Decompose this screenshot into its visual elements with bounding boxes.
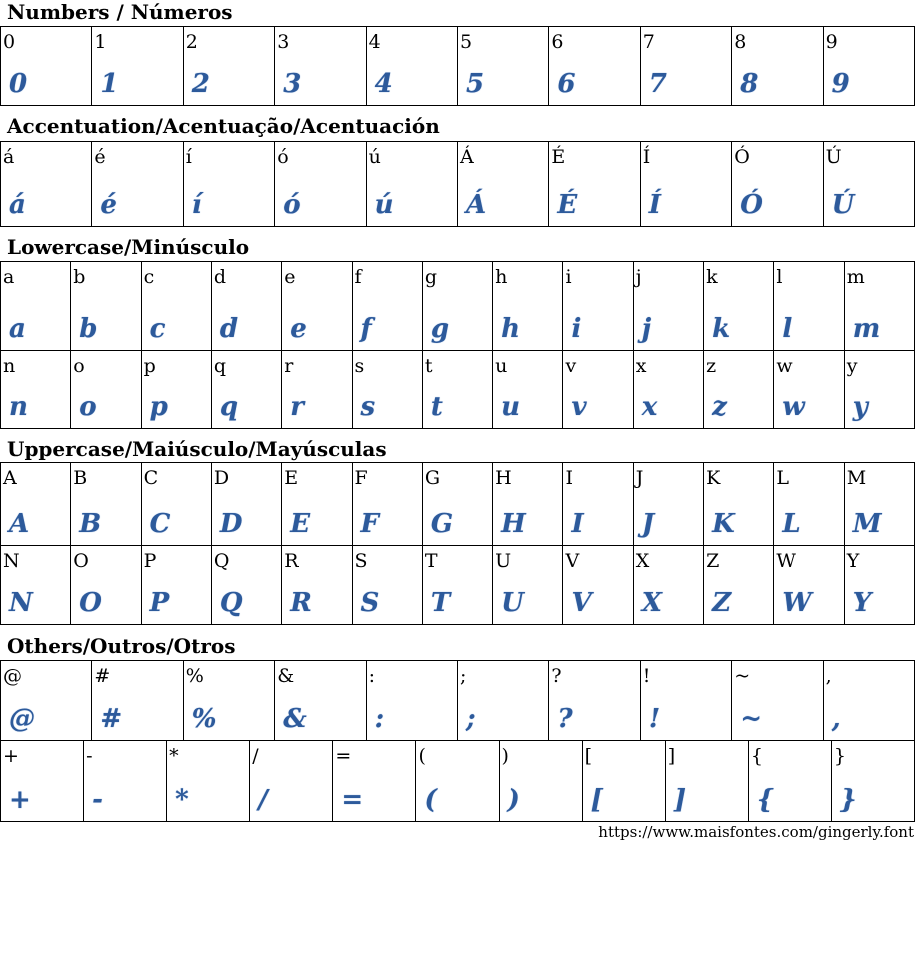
glyph-cell — [282, 351, 352, 429]
glyph-label: 2 — [185, 31, 198, 53]
glyph-label: C — [143, 467, 159, 489]
glyph-sample: P — [149, 588, 170, 618]
glyph-sample: } — [839, 785, 857, 815]
glyph-label: 1 — [94, 31, 107, 53]
glyph-label: v — [565, 355, 577, 377]
glyph-sample: Í — [648, 190, 661, 220]
glyph-cell — [563, 351, 633, 429]
glyph-sample: 3 — [283, 69, 302, 99]
glyph-label: { — [750, 745, 763, 767]
glyph-cell — [732, 142, 823, 227]
glyph-label: f — [354, 266, 362, 288]
glyph-label: : — [368, 665, 375, 687]
glyph-sample: u — [501, 392, 521, 422]
glyph-sample: J — [641, 509, 655, 539]
glyph-sample: = — [341, 785, 364, 815]
glyph-cell — [212, 463, 282, 546]
glyph-sample: é — [100, 190, 117, 220]
glyph-label: e — [284, 266, 296, 288]
glyph-cell — [367, 661, 458, 741]
glyph-cell — [549, 661, 640, 741]
glyph-sample: ú — [374, 190, 394, 220]
glyph-sample: 0 — [9, 69, 28, 99]
glyph-sample: 1 — [100, 69, 119, 99]
glyph-sample: X — [641, 588, 662, 618]
lowercase-grid — [0, 261, 915, 429]
glyph-label: q — [213, 355, 227, 377]
glyph-sample: N — [9, 588, 33, 618]
glyph-label: I — [565, 467, 573, 489]
glyph-cell — [423, 546, 493, 625]
glyph-sample: H — [501, 509, 526, 539]
glyph-cell — [845, 463, 915, 546]
glyph-sample: Ú — [831, 190, 855, 220]
glyph-sample: h — [501, 314, 521, 344]
glyph-label: ú — [368, 146, 381, 168]
glyph-label: Q — [213, 550, 230, 572]
glyph-sample: É — [557, 190, 578, 220]
glyph-cell — [1, 351, 71, 429]
glyph-sample: A — [9, 509, 30, 539]
glyph-sample: z — [712, 392, 727, 422]
glyph-label: T — [424, 550, 438, 572]
glyph-sample: { — [756, 785, 774, 815]
glyph-label: F — [354, 467, 368, 489]
glyph-label: S — [354, 550, 368, 572]
glyph-cell — [282, 546, 352, 625]
glyph-label: p — [143, 355, 156, 377]
glyph-cell — [1, 463, 71, 546]
glyph-cell — [634, 262, 704, 351]
glyph-sample: 4 — [374, 69, 393, 99]
glyph-cell — [458, 27, 549, 106]
glyph-sample: ( — [424, 785, 437, 815]
glyph-sample: 7 — [648, 69, 667, 99]
glyph-sample: # — [100, 704, 123, 734]
glyph-label: s — [354, 355, 365, 377]
glyph-sample: ; — [466, 704, 476, 734]
glyph-cell — [1, 661, 92, 741]
glyph-label: D — [213, 467, 230, 489]
glyph-cell — [212, 351, 282, 429]
glyph-cell — [367, 142, 458, 227]
glyph-label: [ — [584, 745, 593, 767]
glyph-sample: a — [9, 314, 26, 344]
glyph-label: ó — [277, 146, 289, 168]
uppercase-grid — [0, 462, 915, 625]
glyph-label: Y — [846, 550, 860, 572]
glyph-label: , — [825, 665, 832, 687]
glyph-cell — [704, 351, 774, 429]
glyph-label: H — [495, 467, 512, 489]
glyph-cell — [184, 661, 275, 741]
glyph-sample: % — [191, 704, 217, 734]
glyph-cell — [549, 27, 640, 106]
glyph-sample: x — [641, 392, 658, 422]
glyph-sample: - — [92, 785, 103, 815]
glyph-label: Í — [642, 146, 651, 168]
glyph-sample: ó — [283, 190, 301, 220]
glyph-sample: * — [175, 785, 189, 815]
glyph-label: w — [776, 355, 793, 377]
glyph-sample: ! — [648, 704, 661, 734]
glyph-label: @ — [3, 665, 22, 687]
glyph-sample: á — [9, 190, 26, 220]
glyph-label: m — [846, 266, 865, 288]
glyph-sample: B — [79, 509, 102, 539]
glyph-sample: + — [9, 785, 31, 815]
glyph-label: z — [706, 355, 717, 377]
glyph-cell — [634, 546, 704, 625]
glyph-sample: 5 — [466, 69, 485, 99]
glyph-cell — [423, 463, 493, 546]
glyph-cell — [774, 351, 844, 429]
glyph-label: K — [706, 467, 721, 489]
glyph-cell — [493, 463, 563, 546]
glyph-cell — [832, 741, 915, 822]
glyph-cell — [275, 661, 366, 741]
lowercase-title: Lowercase/Minúsculo — [7, 235, 250, 259]
glyph-sample: m — [852, 314, 881, 344]
glyph-cell — [353, 262, 423, 351]
glyph-sample: k — [712, 314, 731, 344]
glyph-sample: r — [290, 392, 304, 422]
glyph-sample: í — [191, 190, 202, 220]
glyph-cell — [367, 27, 458, 106]
glyph-cell — [275, 27, 366, 106]
glyph-label: * — [169, 745, 179, 767]
glyph-label: g — [424, 266, 438, 288]
glyph-sample: Z — [712, 588, 732, 618]
glyph-sample: L — [782, 509, 801, 539]
glyph-sample: 6 — [557, 69, 576, 99]
glyph-cell — [353, 351, 423, 429]
glyph-label: A — [3, 467, 17, 489]
glyph-sample: [ — [590, 785, 603, 815]
glyph-sample: t — [430, 392, 443, 422]
glyph-cell — [500, 741, 583, 822]
glyph-sample: Á — [466, 190, 487, 220]
glyph-sample: ? — [557, 704, 573, 734]
glyph-label: Z — [706, 550, 720, 572]
glyph-label: r — [284, 355, 294, 377]
glyph-label: 3 — [277, 31, 290, 53]
glyph-sample: b — [79, 314, 98, 344]
glyph-label: + — [3, 745, 19, 767]
glyph-label: j — [635, 266, 642, 288]
glyph-cell — [212, 546, 282, 625]
glyph-sample: S — [360, 588, 380, 618]
glyph-sample: y — [852, 392, 868, 422]
glyph-cell — [142, 262, 212, 351]
glyph-cell — [666, 741, 749, 822]
glyph-cell — [142, 351, 212, 429]
glyph-cell — [1, 142, 92, 227]
glyph-label: c — [143, 266, 155, 288]
glyph-label: B — [73, 467, 88, 489]
glyph-cell — [634, 351, 704, 429]
glyph-label: a — [3, 266, 15, 288]
glyph-label: 8 — [734, 31, 747, 53]
glyph-label: é — [94, 146, 106, 168]
glyph-cell — [549, 142, 640, 227]
glyph-sample: M — [852, 509, 882, 539]
glyph-sample: w — [782, 392, 805, 422]
others-title: Others/Outros/Otros — [7, 634, 236, 658]
glyph-label: Á — [460, 146, 474, 168]
glyph-label: ~ — [734, 665, 751, 687]
glyph-label: = — [335, 745, 352, 767]
glyph-cell — [423, 351, 493, 429]
glyph-cell — [423, 262, 493, 351]
glyph-sample: / — [258, 785, 268, 815]
glyph-cell — [167, 741, 250, 822]
glyph-cell — [142, 546, 212, 625]
glyph-label: o — [73, 355, 85, 377]
glyph-cell — [184, 27, 275, 106]
glyph-label: 0 — [3, 31, 16, 53]
glyph-sample: G — [430, 509, 454, 539]
glyph-label: U — [495, 550, 512, 572]
glyph-label: Ó — [734, 146, 750, 168]
glyph-label: % — [185, 665, 204, 687]
glyph-cell — [250, 741, 333, 822]
glyph-sample: V — [571, 588, 592, 618]
others-grid-2 — [0, 740, 915, 822]
glyph-cell — [92, 142, 183, 227]
glyph-cell — [563, 546, 633, 625]
glyph-cell — [845, 351, 915, 429]
glyph-label: O — [73, 550, 89, 572]
glyph-label: É — [551, 146, 566, 168]
glyph-cell — [416, 741, 499, 822]
glyph-label: h — [495, 266, 508, 288]
glyph-label: N — [3, 550, 20, 572]
accents-grid — [0, 141, 915, 227]
glyph-label: 7 — [642, 31, 655, 53]
glyph-cell — [92, 27, 183, 106]
glyph-label: E — [284, 467, 299, 489]
glyph-label: } — [833, 745, 846, 767]
glyph-label: 4 — [368, 31, 381, 53]
glyph-sample: ~ — [740, 704, 762, 734]
glyph-cell — [493, 351, 563, 429]
glyph-label: ! — [642, 665, 651, 687]
glyph-sample: ] — [673, 785, 687, 815]
glyph-label: ] — [667, 745, 676, 767]
glyph-sample: v — [571, 392, 587, 422]
glyph-sample: K — [712, 509, 735, 539]
glyph-sample: T — [430, 588, 451, 618]
glyph-sample: F — [360, 509, 379, 539]
glyph-sample: l — [782, 314, 793, 344]
glyph-cell — [71, 262, 141, 351]
glyph-label: y — [846, 355, 858, 377]
glyph-label: t — [424, 355, 433, 377]
glyph-cell — [845, 262, 915, 351]
glyph-cell — [749, 741, 832, 822]
glyph-sample: ) — [507, 785, 520, 815]
glyph-cell — [92, 661, 183, 741]
glyph-sample: 9 — [831, 69, 850, 99]
uppercase-title: Uppercase/Maiúsculo/Mayúsculas — [7, 437, 387, 461]
glyph-cell — [353, 463, 423, 546]
glyph-label: í — [185, 146, 192, 168]
glyph-label: R — [284, 550, 299, 572]
glyph-sample: U — [501, 588, 524, 618]
glyph-sample: Ó — [740, 190, 763, 220]
glyph-label: á — [3, 146, 15, 168]
numbers-title: Numbers / Números — [7, 0, 233, 24]
glyph-label: x — [635, 355, 647, 377]
glyph-sample: q — [219, 392, 239, 422]
glyph-cell — [1, 741, 84, 822]
glyph-cell — [824, 661, 915, 741]
glyph-sample: W — [782, 588, 812, 618]
glyph-label: ) — [501, 745, 509, 767]
numbers-grid — [0, 26, 915, 106]
glyph-label: & — [277, 665, 295, 687]
glyph-cell — [732, 661, 823, 741]
glyph-cell — [704, 463, 774, 546]
glyph-label: 9 — [825, 31, 838, 53]
glyph-cell — [774, 463, 844, 546]
glyph-cell — [1, 262, 71, 351]
glyph-sample: D — [219, 509, 243, 539]
glyph-label: V — [565, 550, 580, 572]
glyph-cell — [184, 142, 275, 227]
accents-title: Accentuation/Acentuação/Acentuación — [7, 114, 440, 138]
glyph-sample: R — [290, 588, 312, 618]
glyph-cell — [634, 463, 704, 546]
glyph-sample: g — [430, 314, 450, 344]
glyph-label: k — [706, 266, 718, 288]
glyph-cell — [84, 741, 167, 822]
glyph-sample: j — [641, 314, 652, 344]
glyph-cell — [563, 463, 633, 546]
glyph-cell — [71, 546, 141, 625]
glyph-cell — [732, 27, 823, 106]
glyph-label: Ú — [825, 146, 842, 168]
glyph-label: J — [635, 467, 644, 489]
glyph-sample: E — [290, 509, 311, 539]
glyph-sample: d — [219, 314, 239, 344]
glyph-label: X — [635, 550, 650, 572]
glyph-sample: Y — [852, 588, 872, 618]
glyph-label: / — [252, 745, 259, 767]
glyph-label: P — [143, 550, 157, 572]
glyph-label: l — [776, 266, 783, 288]
footer-url[interactable]: https://www.maisfontes.com/gingerly.font — [598, 823, 914, 841]
glyph-label: - — [86, 745, 93, 767]
glyph-label: 6 — [551, 31, 564, 53]
glyph-sample: s — [360, 392, 376, 422]
glyph-cell — [774, 262, 844, 351]
glyph-cell — [493, 262, 563, 351]
glyph-cell — [333, 741, 416, 822]
glyph-cell — [275, 142, 366, 227]
glyph-cell — [71, 463, 141, 546]
glyph-label: d — [213, 266, 227, 288]
glyph-cell — [493, 546, 563, 625]
glyph-label: n — [3, 355, 16, 377]
glyph-cell — [282, 262, 352, 351]
glyph-cell — [641, 27, 732, 106]
glyph-sample: n — [9, 392, 28, 422]
glyph-cell — [583, 741, 666, 822]
glyph-label: L — [776, 467, 789, 489]
glyph-cell — [824, 27, 915, 106]
others-grid-1 — [0, 660, 915, 741]
glyph-cell — [1, 27, 92, 106]
glyph-sample: O — [79, 588, 102, 618]
glyph-label: G — [424, 467, 441, 489]
glyph-sample: @ — [9, 704, 35, 734]
glyph-cell — [353, 546, 423, 625]
glyph-cell — [563, 262, 633, 351]
glyph-cell — [704, 546, 774, 625]
glyph-sample: o — [79, 392, 97, 422]
glyph-sample: 8 — [740, 69, 759, 99]
glyph-sample: C — [149, 509, 171, 539]
glyph-cell — [641, 142, 732, 227]
glyph-label: b — [73, 266, 86, 288]
glyph-label: i — [565, 266, 572, 288]
glyph-cell — [704, 262, 774, 351]
glyph-cell — [71, 351, 141, 429]
glyph-sample: : — [374, 704, 385, 734]
glyph-cell — [458, 661, 549, 741]
glyph-cell — [282, 463, 352, 546]
glyph-cell — [142, 463, 212, 546]
glyph-label: ? — [551, 665, 562, 687]
glyph-cell — [641, 661, 732, 741]
glyph-sample: e — [290, 314, 307, 344]
glyph-label: # — [94, 665, 111, 687]
glyph-label: 5 — [460, 31, 473, 53]
glyph-label: u — [495, 355, 508, 377]
glyph-sample: c — [149, 314, 166, 344]
glyph-sample: I — [571, 509, 584, 539]
glyph-cell — [774, 546, 844, 625]
glyph-cell — [1, 546, 71, 625]
glyph-sample: f — [360, 314, 372, 344]
glyph-label: ( — [418, 745, 426, 767]
glyph-cell — [824, 142, 915, 227]
glyph-sample: i — [571, 314, 582, 344]
glyph-label: M — [846, 467, 867, 489]
glyph-cell — [458, 142, 549, 227]
glyph-sample: , — [831, 704, 841, 734]
glyph-label: W — [776, 550, 796, 572]
glyph-sample: 2 — [191, 69, 210, 99]
glyph-sample: & — [283, 704, 307, 734]
glyph-label: ; — [460, 665, 467, 687]
glyph-sample: Q — [219, 588, 243, 618]
glyph-sample: p — [149, 392, 168, 422]
glyph-cell — [845, 546, 915, 625]
glyph-cell — [212, 262, 282, 351]
